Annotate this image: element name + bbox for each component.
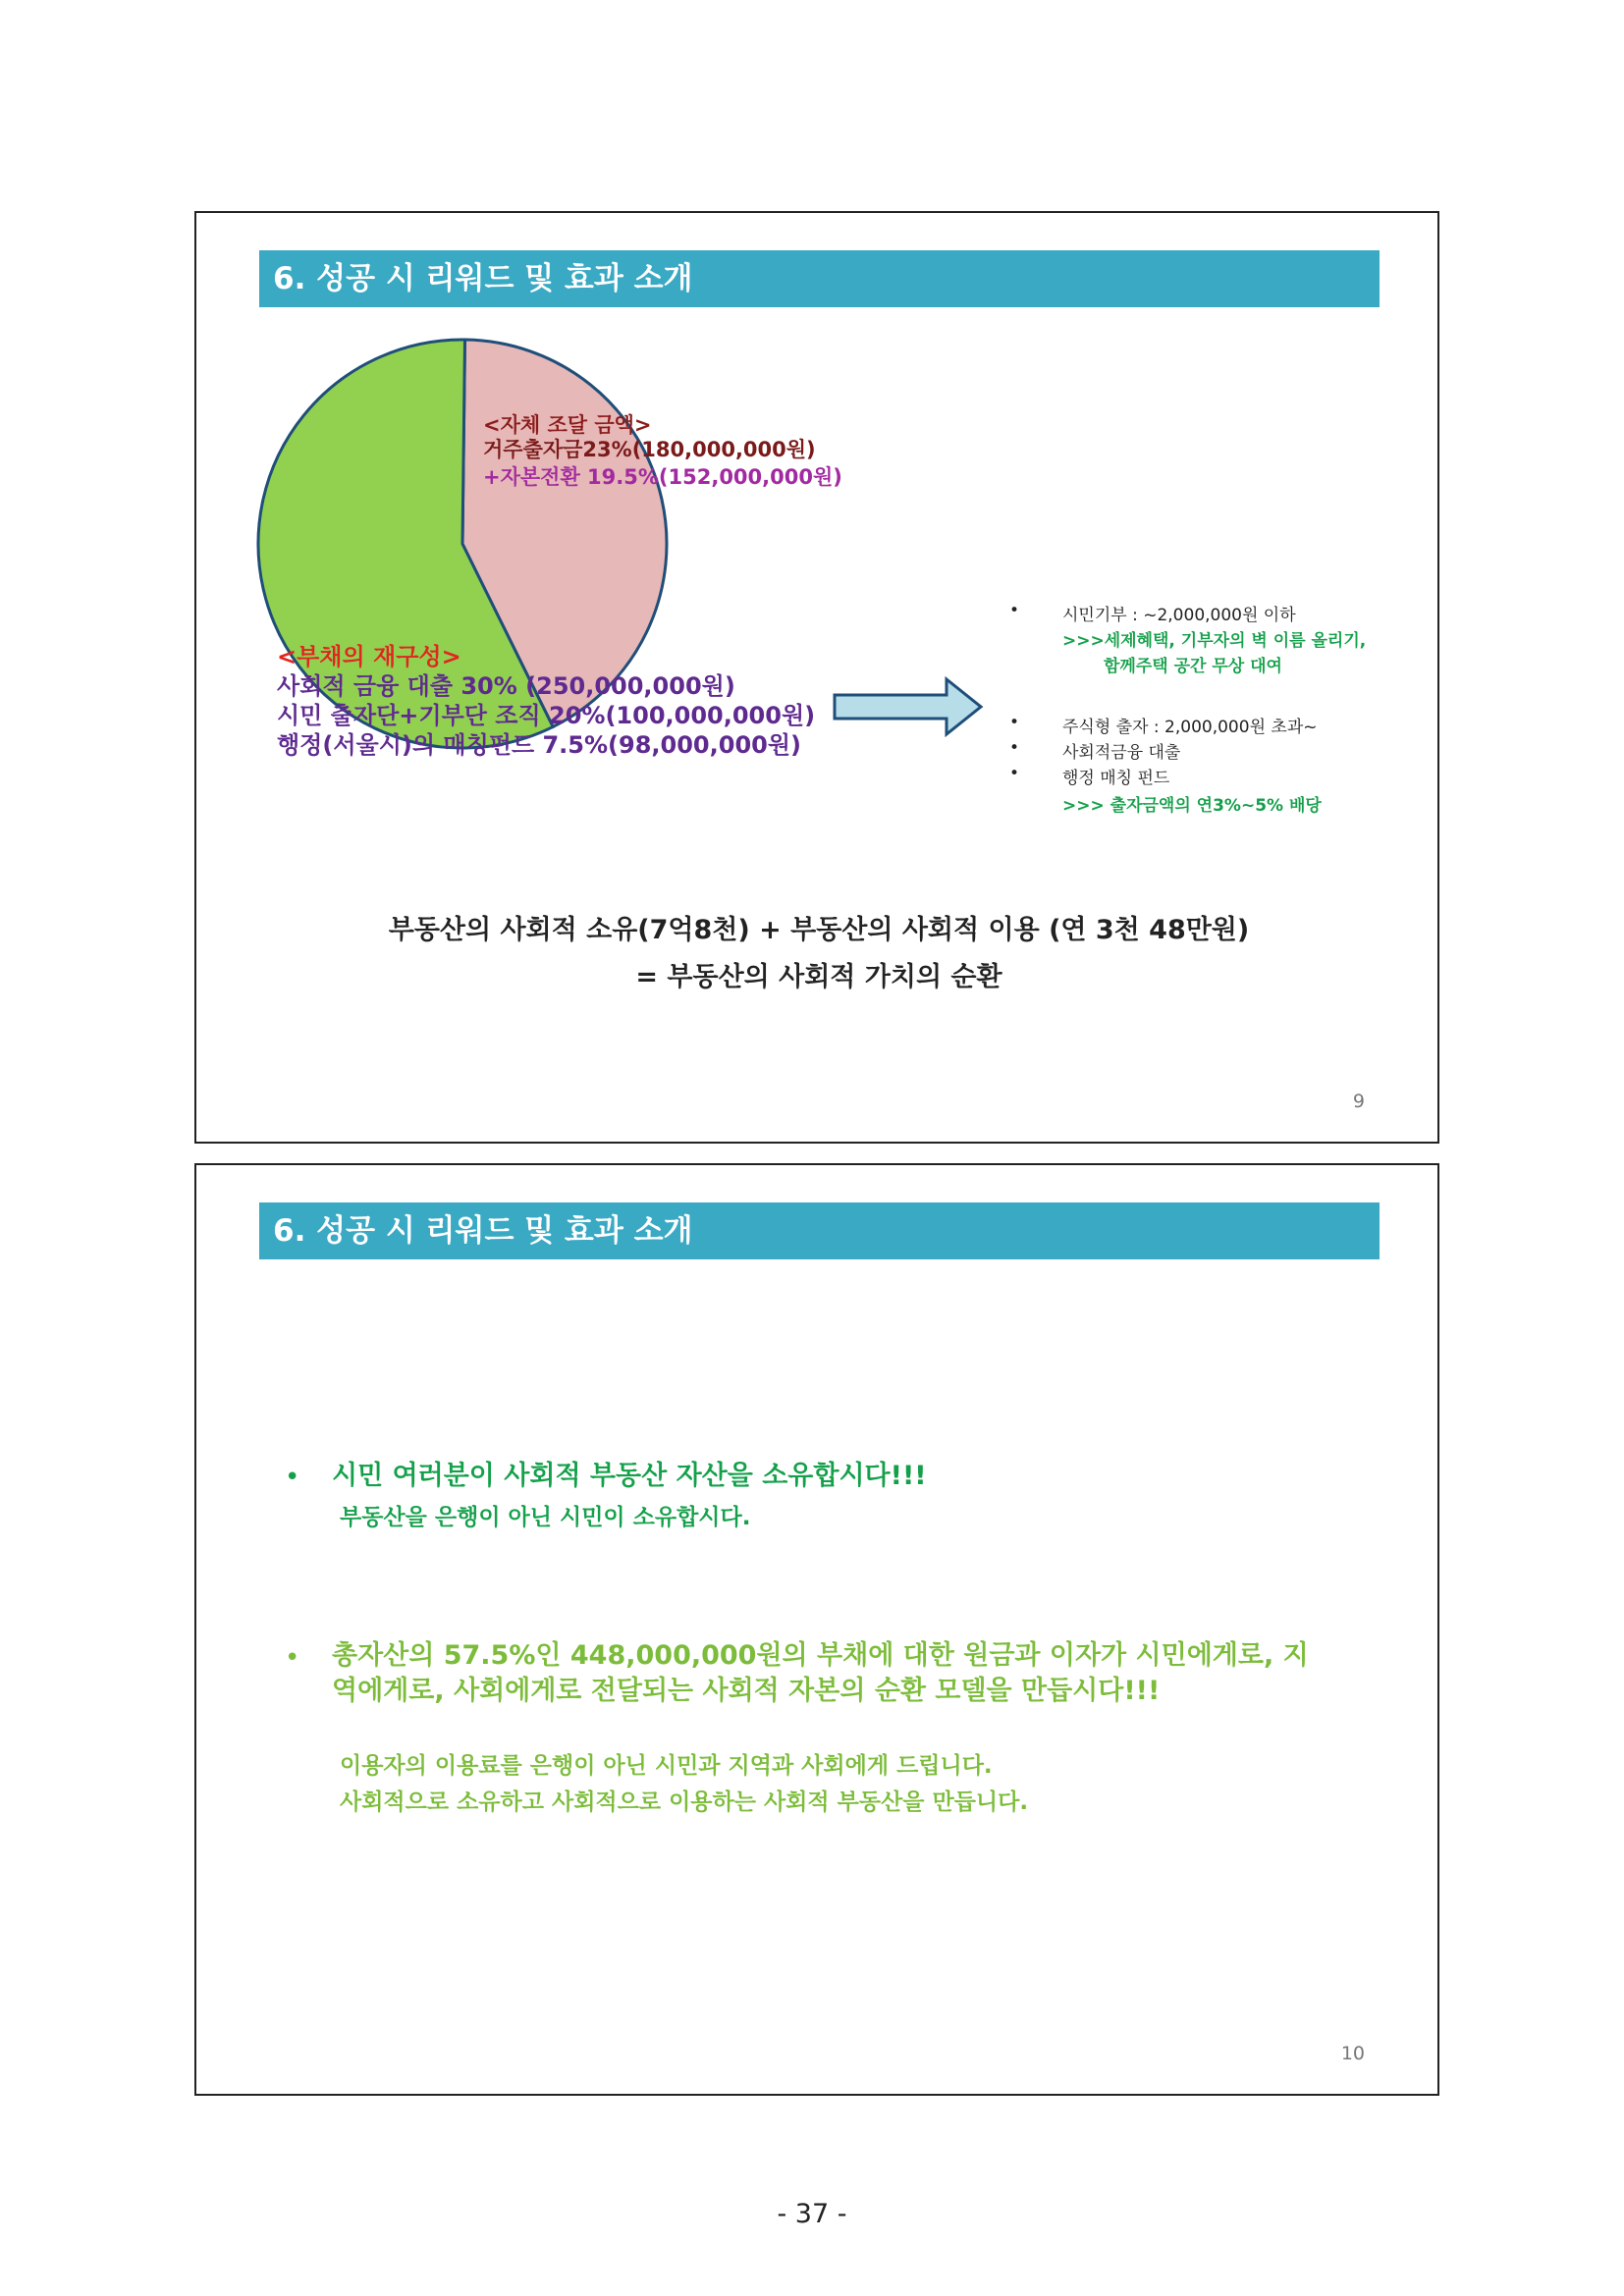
self-funding-capital: +자본전환 19.5%(152,000,000원) <box>483 465 842 489</box>
right-arrow-icon <box>833 676 984 737</box>
formula-line-1: 부동산의 사회적 소유(7억8천) + 부동산의 사회적 이용 (연 3천 48만원) <box>388 915 1250 945</box>
point-2-sub-a: 이용자의 이용료를 은행이 아닌 시민과 지역과 사회에게 드립니다. <box>340 1753 993 1779</box>
point-1-sub: 부동산을 은행이 아닌 시민이 소유합시다. <box>340 1505 751 1530</box>
slide-number: 10 <box>1340 2043 1365 2064</box>
debt-line-citizen: 시민 출자단+기부단 조직 20%(100,000,000원) <box>277 702 816 729</box>
point-2-main-b: 역에게로, 사회에게로 전달되는 사회적 자본의 순환 모델을 만듭시다!!! <box>332 1676 1161 1706</box>
slide-title: 6. 성공 시 리워드 및 효과 소개 <box>259 250 1380 307</box>
formula-line-2: = 부동산의 사회적 가치의 순환 <box>635 962 1002 992</box>
donation-benefit-cont: 함께주택 공간 무상 대여 <box>1104 657 1282 676</box>
self-funding-title: <자체 조달 금액> <box>483 413 652 437</box>
bullet: • <box>285 1463 300 1492</box>
slide-title: 6. 성공 시 리워드 및 효과 소개 <box>259 1202 1380 1259</box>
slide-9: 6. 성공 시 리워드 및 효과 소개 <자체 조달 금액> 거주출자금23%(180,000,000원) +자본전환 19.5%(152,000,000원) <부채의 재구성> 사회적 금융 대출 30% (250,000,000원) 시민 출자단+기부단 조직 20%(100,000,000원) 행정(서울시)의 매칭펀드 7.5%(98,000,000원) • 시민기부 : ~2,000,000원 이하 >>>세제혜택, 기부자의 벽 이름 올리기, 함께주택 공간 무상 대여 • 주식형 출자 : 2,000,000원 초과~ • 사회적금융 대출 • 행정 매칭 펀드 >>> 출자금액의 연3%~5% 배당 부동산의 사회적 소유(7억8천) + 부동산의 사회적 이용 (연 3천 48만원) = 부동산의 사회적 가치의 순환 9 <box>194 211 1439 1144</box>
slide-10 <box>194 1163 1439 2096</box>
page-footer: - 37 - <box>777 2199 847 2229</box>
point-1-main: 시민 여러분이 사회적 부동산 자산을 소유합시다!!! <box>332 1461 927 1491</box>
debt-title: <부채의 재구성> <box>277 643 461 670</box>
point-2-sub-b: 사회적으로 소유하고 사회적으로 이용하는 사회적 부동산을 만듭니다. <box>340 1789 1029 1815</box>
self-funding-resident: 거주출자금23%(180,000,000원) <box>483 438 816 461</box>
bullet: • <box>285 1643 300 1673</box>
point-2-main-a: 총자산의 57.5%인 448,000,000원의 부채에 대한 원금과 이자가 시민에게로, 지 <box>332 1640 1309 1671</box>
debt-line-loan: 사회적 금융 대출 30% (250,000,000원) <box>277 672 735 700</box>
dividend-note: >>> 출자금액의 연3%~5% 배당 <box>1062 796 1322 816</box>
slide-number: 9 <box>1352 1091 1365 1112</box>
debt-line-matching: 행정(서울시)의 매칭펀드 7.5%(98,000,000원) <box>277 731 801 759</box>
donation-benefit: >>>세제혜택, 기부자의 벽 이름 올리기, <box>1062 631 1367 651</box>
